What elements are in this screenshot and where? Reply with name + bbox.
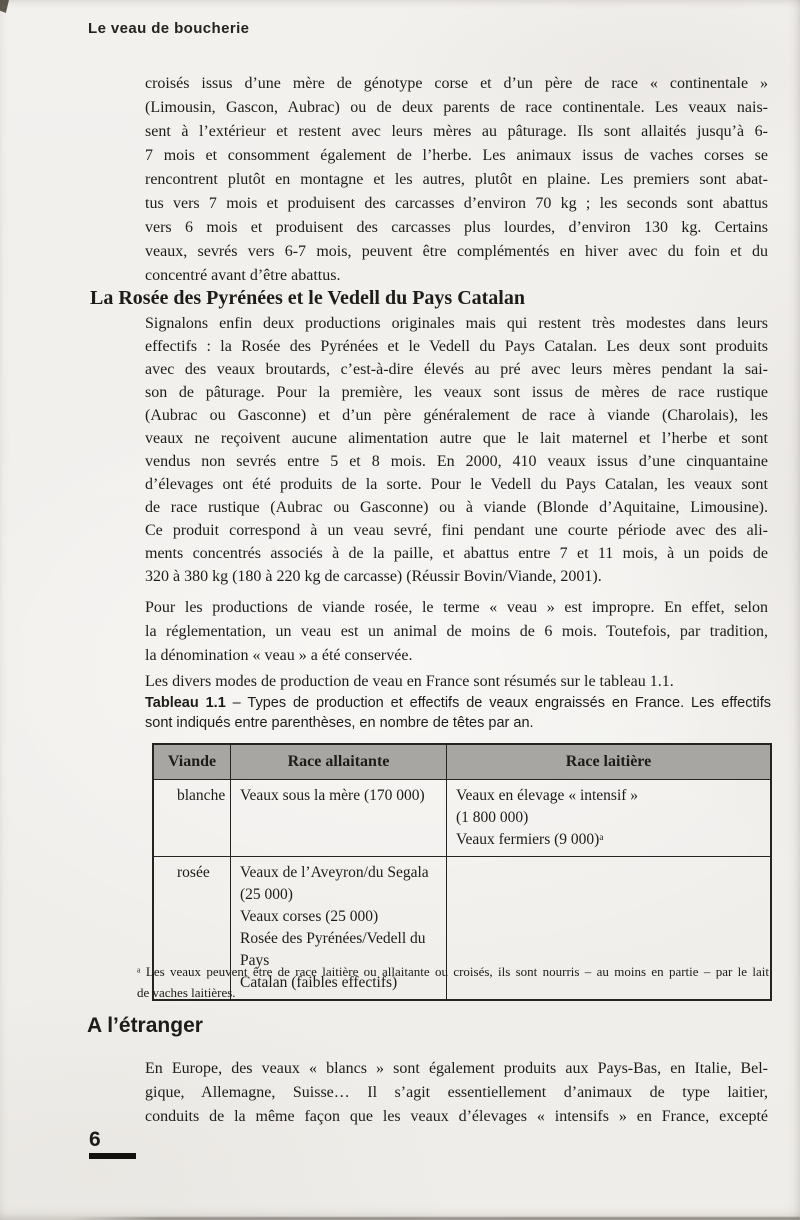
table-caption-label: Tableau 1.1 bbox=[145, 695, 226, 711]
text-line: vers 6 mois et produisent des carcasses plus lourdes, d’environ 130 kg. Certains bbox=[145, 219, 768, 236]
text-line: avec des veaux broutards, c’est-à-dire élevés au pré avec leurs mères pendant la sai- bbox=[145, 361, 768, 378]
column-header-race-allaitante: Race allaitante bbox=[230, 745, 446, 779]
running-header: Le veau de boucherie bbox=[88, 20, 250, 37]
text-line: conduits de la même façon que les veaux d’élevages « intensifs » en France, excepté bbox=[145, 1108, 768, 1125]
text-line: Les divers modes de production de veau en France sont résumés sur le tableau 1.1. bbox=[145, 673, 674, 690]
text-line: tus vers 7 mois et produisent des carcasses d’environ 70 kg ; les seconds sont abattus bbox=[145, 195, 768, 212]
section-heading-rosee-pyrenees: La Rosée des Pyrénées et le Vedell du Pays Catalan bbox=[90, 287, 525, 309]
text-line: Veaux en élevage « intensif » bbox=[456, 787, 639, 804]
text-line: ments concentrés associés à de la paille, et abattus entre 7 et 11 mois, à un poids de bbox=[145, 545, 768, 562]
text-line: rencontrent plutôt en montagne et les autres, plutôt en plaine. Les premiers sont abat- bbox=[145, 171, 768, 188]
text-line: En Europe, des veaux « blancs » sont également produits aux Pays-Bas, en Italie, Bel- bbox=[145, 1060, 768, 1077]
text-line: vendus non sevrés entre 5 et 8 mois. En 2000, 410 veaux issus d’une cinquantaine bbox=[145, 453, 768, 470]
text-line: Veaux sous la mère (170 000) bbox=[240, 787, 425, 804]
table-row-blanche bbox=[154, 779, 770, 856]
text-line: (1 800 000) bbox=[456, 809, 529, 826]
text-line: Veaux de l’Aveyron/du Segala (25 000) bbox=[240, 864, 429, 903]
body-paragraph-3 bbox=[145, 596, 768, 668]
text-line: d’élevages ont été produits de la sorte. Pour le Vedell du Pays Catalan, les veaux sont bbox=[145, 476, 768, 493]
column-header-race-laitiere: Race laitière bbox=[446, 745, 770, 779]
body-paragraph-5 bbox=[145, 1057, 768, 1129]
text-line: Ce produit correspond à un veau sevré, fini pendant une courte période avec des ali- bbox=[145, 522, 768, 539]
text-line: sent à l’extérieur et restent avec leurs mères au pâturage. Ils sont allaités jusqu’à 6- bbox=[145, 123, 768, 140]
table-caption-text: – Types de production et effectifs de veaux engraissés en France. Les effectifs bbox=[225, 695, 771, 711]
text-line: Signalons enfin deux productions originales mais qui restent très modestes dans leurs bbox=[145, 315, 768, 332]
text-line: la réglementation, un veau est un animal de moins de 6 mois. Toutefois, par tradition, bbox=[145, 623, 768, 640]
cell-allaitante-blanche bbox=[230, 780, 446, 856]
table-header-row bbox=[154, 745, 770, 779]
section-heading-etranger: A l’étranger bbox=[87, 1014, 203, 1037]
text-line: 7 mois et consomment également de l’herbe. Les animaux issus de vaches corses se bbox=[145, 147, 768, 164]
text-line: Veaux corses (25 000) bbox=[240, 908, 379, 925]
text-line: effectifs : la Rosée des Pyrénées et le Vedell du Pays Catalan. Les deux sont produits bbox=[145, 338, 768, 355]
table-caption-line-2: sont indiqués entre parenthèses, en nombre de têtes par an. bbox=[145, 715, 534, 731]
body-paragraph-2 bbox=[145, 312, 768, 588]
text-line: son de pâturage. Pour la première, les veaux sont issus de mères de race rustique bbox=[145, 384, 768, 401]
table-caption bbox=[145, 693, 771, 733]
text-line: de vaches laitières. bbox=[137, 985, 236, 1000]
page-number: 6 bbox=[89, 1128, 101, 1151]
text-line: Pour les productions de viande rosée, le terme « veau » est impropre. En effet, selon bbox=[145, 599, 768, 616]
page-number-rule bbox=[89, 1153, 136, 1159]
body-paragraph-4 bbox=[145, 670, 768, 694]
text-line: veaux, sevrés vers 6-7 mois, peuvent être complémentés en hiver avec du foin et du bbox=[145, 243, 768, 260]
text-line: (Aubrac ou Gasconne) et d’un père généralement de race à viande (Charolais), les bbox=[145, 407, 768, 424]
text-line: veaux ne reçoivent aucune alimentation autre que le lait maternel et l’herbe et sont bbox=[145, 430, 768, 447]
table-footnote bbox=[137, 961, 769, 1003]
body-paragraph-1 bbox=[145, 72, 768, 288]
scan-corner-mark bbox=[0, 0, 9, 13]
text-line: Catalan (faibles effectifs) bbox=[240, 974, 398, 991]
table-caption-line-1 bbox=[145, 693, 771, 713]
text-line: de race rustique (Aubrac ou Gasconne) ou à viande (Blonde d’Aquitaine, Limousine). bbox=[145, 499, 768, 516]
text-line: Rosée des Pyrénées/Vedell du Pays bbox=[240, 930, 426, 969]
text-line: la dénomination « veau » a été conservée. bbox=[145, 647, 413, 664]
text-line: ᵃ Les veaux peuvent être de race laitière ou allaitante ou croisés, ils sont nourris – au moins en partie – par le lait bbox=[137, 964, 769, 979]
text-line: 320 à 380 kg (180 à 220 kg de carcasse) (Réussir Bovin/Viande, 2001). bbox=[145, 568, 602, 585]
text-line: gique, Allemagne, Suisse… Il s’agit essentiellement d’animaux de type laitier, bbox=[145, 1084, 768, 1101]
text-line: croisés issus d’une mère de génotype corse et d’un père de race « continentale » bbox=[145, 75, 768, 92]
cell-laitiere-blanche bbox=[446, 780, 770, 856]
cell-viande-blanche: blanche bbox=[177, 787, 226, 804]
text-line: (Limousin, Gascon, Aubrac) ou de deux parents de race continentale. Les veaux nais- bbox=[145, 99, 768, 116]
cell-viande-rosee: rosée bbox=[177, 864, 210, 881]
text-line: Veaux fermiers (9 000)ᵃ bbox=[456, 831, 604, 848]
text-line: concentré avant d’être abattus. bbox=[145, 267, 341, 284]
column-header-viande: Viande bbox=[167, 753, 217, 770]
